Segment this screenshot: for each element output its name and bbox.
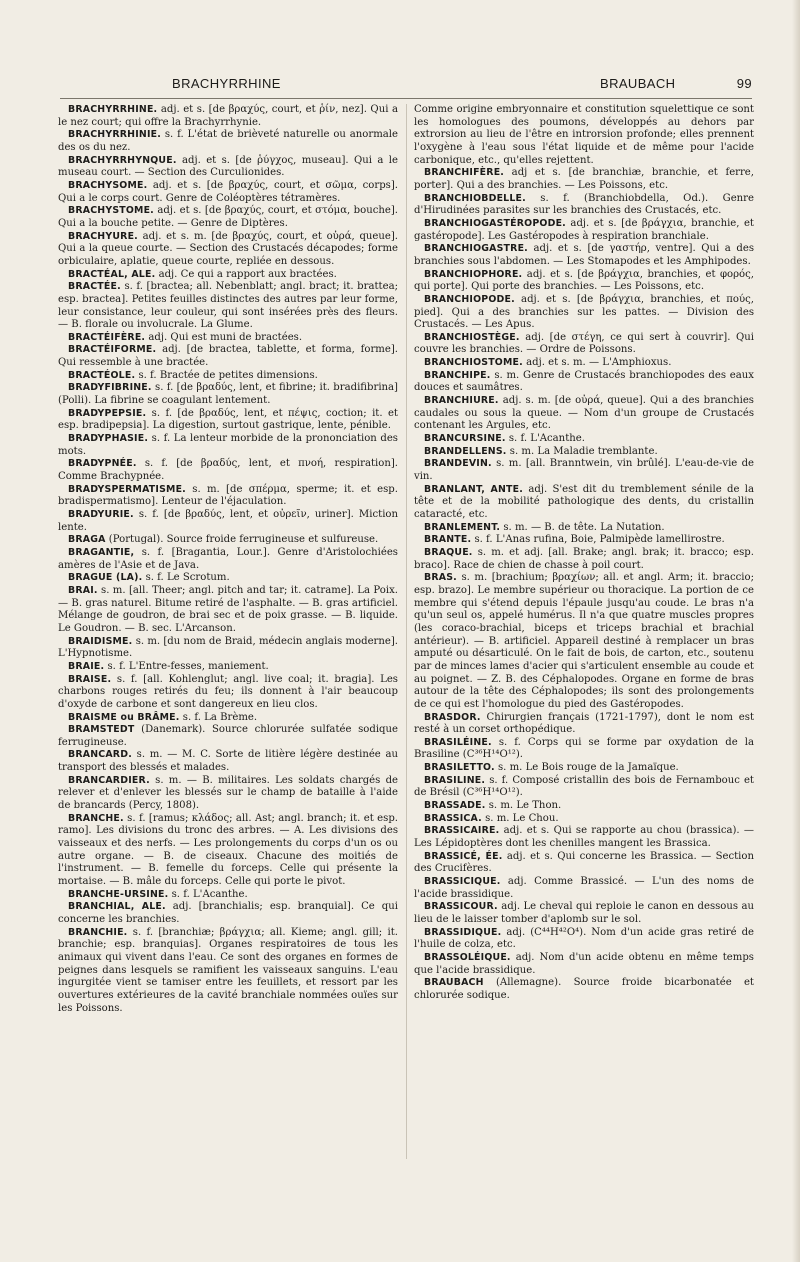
dictionary-entry xyxy=(58,749,398,774)
entry-headword: BRASSADE. xyxy=(424,800,486,812)
entry-headword: BRANCURSINE. xyxy=(424,433,506,445)
entry-definition: adj. et s. [de βραχύς, court, et στόμα, bouche]. Qui a la bouche petite. — Genre de Diptères. xyxy=(58,205,398,229)
dictionary-entry xyxy=(414,433,754,446)
dictionary-entry xyxy=(414,737,754,762)
entry-headword: BRANCHE-URSINE. xyxy=(68,888,169,900)
entry-definition: s. f. La Brème. xyxy=(182,711,258,723)
dictionary-entry xyxy=(414,876,754,901)
dictionary-entry xyxy=(414,104,754,167)
dictionary-entry xyxy=(414,218,754,243)
entry-definition: adj. Ce qui a rapport aux bractées. xyxy=(158,268,337,280)
dictionary-entry xyxy=(58,129,398,154)
entry-headword: BRANCARD. xyxy=(68,749,132,761)
entry-definition: adj. S'est dit du tremblement sénile de la tête et de la mobilité pathologique des dents, du cristallin cataracté, etc. xyxy=(414,483,754,520)
entry-headword: BRANCHIOPHORE. xyxy=(424,268,523,280)
entry-definition: s. m. Le Thon. xyxy=(488,800,562,812)
header-rule xyxy=(60,98,752,99)
entry-definition: adj. et s. Qui concerne les Brassica. — Section des Crucifères. xyxy=(414,850,754,875)
dictionary-entry xyxy=(58,205,398,230)
right-column xyxy=(414,104,754,1003)
entry-definition: s. m. et adj. [all. Brake; angl. brak; it. bracco; esp. braco]. Race de chien de chasse à poil court. xyxy=(414,546,754,571)
dictionary-entry xyxy=(58,458,398,483)
dictionary-entry xyxy=(414,243,754,268)
dictionary-entry xyxy=(58,104,398,129)
entry-headword: BRACTÉOLE. xyxy=(68,369,136,381)
dictionary-entry xyxy=(58,484,398,509)
entry-definition: s. f. [all. Kohlenglut; angl. live coal; it. bragia]. Les charbons rouges retirés du feu; ils donnent à l'air beaucoup d'oxyde de carbone et sont dangereux en lieu clos. xyxy=(58,673,398,710)
entry-headword: BRAIE. xyxy=(68,660,105,672)
dictionary-entry xyxy=(414,269,754,294)
entry-definition: adj. [de στέγη, ce qui sert à couvrir]. Qui couvre les branchies. — Ordre de Poissons. xyxy=(414,331,754,356)
entry-headword: BRAGUE (LA). xyxy=(68,572,143,584)
dictionary-entry xyxy=(414,370,754,395)
entry-definition: adj. [branchialis; esp. branquial]. Ce qui concerne les branchies. xyxy=(58,901,398,925)
entry-headword: BRASSOLÉIQUE. xyxy=(424,951,511,963)
entry-definition: adj. et s. m. [de βραχύς, court, et οὐρά, queue]. Qui a la queue courte. — Section des Crustacés décapodes; forme orbiculaire, aplatie, queue courte, repliée en dessous. xyxy=(58,230,399,267)
dictionary-entry xyxy=(414,762,754,775)
dictionary-entry xyxy=(58,889,398,902)
entry-headword: BRANTE. xyxy=(424,534,472,546)
running-head-left: BRACHYRRHINE xyxy=(172,76,281,91)
entry-definition: adj. et s. [de βραχύς, court, et σῶμα, corps]. Qui a le corps court. Genre de Coléoptères tétramères. xyxy=(58,179,398,204)
dictionary-entry xyxy=(414,952,754,977)
dictionary-entry xyxy=(414,167,754,192)
dictionary-entry xyxy=(58,180,398,205)
entry-definition: adj. [de bractea, tablette, et forma, forme]. Qui ressemble à une bractée. xyxy=(58,344,399,369)
entry-definition: s. f. Composé cristallin des bois de Fernambouc et de Brésil (C³⁶H¹⁴O¹²). xyxy=(414,774,754,799)
entry-headword: BRAIDISME. xyxy=(68,635,133,647)
dictionary-entry xyxy=(414,927,754,952)
entry-headword: BRANDEVIN. xyxy=(424,458,492,470)
entry-definition: s. f. L'Acanthe. xyxy=(508,433,585,445)
entry-definition: adj. (C⁴⁴H⁴²O⁴). Nom d'un acide gras retiré de l'huile de colza, etc. xyxy=(414,926,754,951)
entry-definition: s. f. L'état de brièveté naturelle ou anormale des os du nez. xyxy=(58,129,398,153)
entry-headword: BRADYPHASIE. xyxy=(68,433,149,445)
entry-definition: (Portugal). Source froide ferrugineuse et sulfureuse. xyxy=(108,534,379,546)
entry-headword: BRANCHIOPODE. xyxy=(424,293,515,305)
entry-headword: BRADYURIE. xyxy=(68,509,134,520)
entry-headword: BRANCHE. xyxy=(68,812,124,824)
dictionary-entry xyxy=(58,370,398,383)
entry-definition: adj. et s. [de βράγχια, branchie, et gastéropode]. Les Gastéropodes à respiration branchiale. xyxy=(414,217,754,242)
entry-definition: adj. et s. m. — L'Amphioxus. xyxy=(526,357,672,369)
dictionary-entry xyxy=(58,231,398,269)
entry-headword: BRANCHIE. xyxy=(68,926,128,938)
entry-headword: BRANCHIOSTOME. xyxy=(424,357,523,369)
dictionary-entry xyxy=(58,269,398,282)
running-head-right: BRAUBACH xyxy=(600,76,676,91)
entry-definition: s. m. Le Bois rouge de la Jamaïque. xyxy=(498,762,679,774)
dictionary-entry xyxy=(414,484,754,522)
dictionary-entry xyxy=(58,901,398,926)
dictionary-entry xyxy=(414,458,754,483)
entry-headword: BRANCHIAL, ALE. xyxy=(68,901,166,913)
entry-definition: s. f. [de βραδύς, lent, et fibrine; it. bradifibrina] (Polli). La fibrine se coagulant lentement. xyxy=(58,382,398,407)
entry-definition: s. f. [de βραδύς, lent, et οὐρεῖν, uriner]. Miction lente. xyxy=(58,509,398,533)
entry-definition: s. f. [bractea; all. Nebenblatt; angl. bract; it. brattea; esp. bractea]. Petites feuilles distinctes des autres par leur forme, leur consistance, leur couleur, qui sont insérées près des fleurs. — B. florale ou involucrale. La Glume. xyxy=(58,281,398,331)
entry-definition: s. f. [de βραδύς, lent, et πνοή, respiration]. Comme Brachypnée. xyxy=(58,458,398,483)
entry-definition: adj. Le cheval qui reploie le canon en dessous au lieu de le laisser tomber d'aplomb sur le sol. xyxy=(414,901,754,925)
dictionary-entry xyxy=(58,408,398,433)
dictionary-entry xyxy=(58,724,398,749)
entry-definition: s. f. L'Anas rufina, Boie, Palmipède lamellirostre. xyxy=(474,534,725,546)
entry-definition: s. m. Genre de Crustacés branchiopodes des eaux douces et saumâtres. xyxy=(414,369,754,394)
dictionary-entry xyxy=(58,572,398,585)
dictionary-entry xyxy=(58,712,398,725)
entry-definition: adj. et s. [de ῥύγχος, museau]. Qui a le museau court. — Section des Curculionides. xyxy=(58,154,398,179)
entry-headword: BRACHYRRHINE. xyxy=(68,104,158,115)
entry-headword: BRASDOR. xyxy=(424,711,481,723)
entry-definition: s. f. [Bragantia, Lour.]. Genre d'Aristolochiées amères de l'Asie et de Java. xyxy=(58,546,398,571)
entry-headword: BRASILETTO. xyxy=(424,762,495,774)
entry-definition: adj. et s. [de βραχύς, court, et ῥίν, nez]. Qui a le nez court; qui offre la Brachyrrhynie. xyxy=(58,104,398,128)
dictionary-entry xyxy=(414,901,754,926)
dictionary-entry xyxy=(414,800,754,813)
entry-definition: s. f. Corps qui se forme par oxydation de la Brasiline (C³⁶H¹⁴O¹²). xyxy=(414,736,754,761)
dictionary-entry xyxy=(414,395,754,433)
entry-definition: s. f. (Branchiobdella, Od.). Genre d'Hirudinées parasites sur les branchies des Crustacés, etc. xyxy=(414,192,754,217)
entry-headword: BRASSICAIRE. xyxy=(424,825,500,837)
entry-headword: BRAS. xyxy=(424,572,457,584)
entry-headword: BRAISE. xyxy=(68,673,112,685)
page-edge-shadow xyxy=(792,0,800,1262)
entry-headword: BRANCHIOGASTÉROPODE. xyxy=(424,217,566,229)
entry-headword: BRANLEMENT. xyxy=(424,521,501,533)
entry-definition: s. m. [all. Theer; angl. pitch and tar; it. catrame]. La Poix. — B. gras naturel. Bitume retiré de l'asphalte. — B. gras artificiel. Mélange de goudron, de brai sec et de poix grasse. — B. liquide. Le Goudron. — B. sec. L'Arcanson. xyxy=(58,584,398,634)
entry-definition: (Allemagne). Source froide bicarbonatée et chlorurée sodique. xyxy=(414,977,754,1001)
entry-definition: (Danemark). Source chlorurée sulfatée sodique ferrugineuse. xyxy=(58,724,398,748)
dictionary-entry xyxy=(58,332,398,345)
entry-headword: BRADYSPERMATISME. xyxy=(68,483,186,495)
entry-definition: s. f. L'Entre-fesses, maniement. xyxy=(107,660,269,672)
entry-definition: s. f. [branchiæ; βράγχια; all. Kieme; angl. gill; it. branchie; esp. branquias]. Organes respiratoires de tous les animaux qui vivent dans l'eau. Ce sont des organes en formes de peignes dans lesquels se ramifient les vaisseaux sanguins. L'eau ingurgitée vient se tamiser entre les feuillets, et ressort par les ouvertures extérieures de la cavité branchiale nommées ouïes sur les Poissons. xyxy=(58,926,398,1014)
dictionary-entry xyxy=(414,294,754,332)
entry-definition: adj et s. [de branchiæ, branchie, et ferre, porter]. Qui a des branchies. — Les Poissons, etc. xyxy=(414,167,754,191)
dictionary-entry xyxy=(58,585,398,636)
dictionary-entry xyxy=(58,775,398,813)
entry-headword: BRACHYRRHYNQUE. xyxy=(68,154,177,166)
entry-definition: s. m. [all. Branntwein, vin brûlé]. L'eau-de-vie de vin. xyxy=(414,458,755,483)
entry-headword: BRAUBACH xyxy=(424,977,484,989)
entry-headword: BRASSIDIQUE. xyxy=(424,926,502,938)
entry-headword: BRANCHIOSTÈGE. xyxy=(424,331,520,343)
entry-headword: BRANCHIOGASTRE. xyxy=(424,243,528,255)
dictionary-entry xyxy=(58,382,398,407)
entry-headword: BRAISME ou BRÂME. xyxy=(68,711,180,723)
dictionary-entry xyxy=(414,193,754,218)
entry-headword: BRANCHIFÈRE. xyxy=(424,167,505,179)
entry-headword: BRASSICA. xyxy=(424,812,482,824)
entry-definition: adj. Nom d'un acide obtenu en même temps que l'acide brassidique. xyxy=(414,951,754,976)
entry-headword: BRANLANT, ANTE. xyxy=(424,483,524,495)
entry-definition: s. m. [brachium; βραχίων; all. et angl. Arm; it. braccio; esp. brazo]. Le membre supérieur ou thoracique. La portion de ce membre qui s'étend depuis l'épaule jusqu'au coude. Le bras n'a qu'un seul os, appelé humérus. Il n'a que quatre muscles propres (les coraco-brachial, biceps et triceps brachial et brachial antérieur). — B. artificiel. Appareil destiné à remplacer un bras amputé ou désarticulé. On le fait de bois, de carton, etc., soutenu par de minces lames d'acier qui s'articulent ensemble au coude et au poignet. — Z. B. des Céphalopodes. Organe en forme de bras autour de la tête des Céphalopodes; ils sont des prolongements de ce qui est l'homologue du pied des Gastéropodes. xyxy=(414,572,754,710)
entry-definition: adj. s. m. [de οὐρά, queue]. Qui a des branchies caudales ou sous la queue. — Nom d'un groupe de Crustacés contenant les Argules, etc. xyxy=(414,395,754,432)
dictionary-entry xyxy=(414,332,754,357)
entry-definition: s. m. [du nom de Braid, médecin anglais moderne]. L'Hypnotisme. xyxy=(58,635,398,660)
dictionary-entry xyxy=(58,281,398,332)
entry-headword: BRAQUE. xyxy=(424,546,473,558)
entry-headword: BRACTÉIFORME. xyxy=(68,344,157,356)
entry-headword: BRASSICIQUE. xyxy=(424,876,501,888)
running-header xyxy=(60,76,752,98)
dictionary-entry xyxy=(414,534,754,547)
entry-definition: s. m. — M. C. Sorte de litière légère destinée au transport des blessés et malades. xyxy=(58,749,398,774)
entry-headword: BRACHYRRHINIE. xyxy=(68,129,162,141)
entry-definition: s. m. — B. de tête. La Nutation. xyxy=(503,521,665,533)
entry-headword: BRASILÉINE. xyxy=(424,736,492,748)
entry-definition: s. m. Le Chou. xyxy=(485,812,559,824)
entry-definition: Chirurgien français (1721-1797), dont le nom est resté à un corset orthopédique. xyxy=(414,711,754,736)
entry-definition: adj. Comme Brassicé. — L'un des noms de l'acide brassidique. xyxy=(414,876,754,900)
dictionary-entry xyxy=(414,813,754,826)
entry-headword: BRACHYSOME. xyxy=(68,179,148,191)
dictionary-entry xyxy=(58,344,398,369)
entry-headword: BRADYFIBRINE. xyxy=(68,382,152,394)
dictionary-entry xyxy=(58,534,398,547)
entry-headword: BRADYPEPSIE. xyxy=(68,407,147,419)
entry-definition: adj. et s. Qui se rapporte au chou (brassica). — Les Lépidoptères dont les chenilles mangent les Brassica. xyxy=(414,825,754,850)
dictionary-entry xyxy=(414,572,754,711)
entry-headword: BRACHYSTOME. xyxy=(68,205,154,217)
entry-headword: BRANCHIURE. xyxy=(424,395,499,407)
entry-headword: BRADYPNÉE. xyxy=(68,458,137,470)
dictionary-entry xyxy=(414,977,754,1002)
entry-headword: BRAGA xyxy=(68,534,106,546)
entry-definition: Comme origine embryonnaire et constitution squelettique ce sont les homologues des poumons, développés au dehors par extrorsion au lieu de l'être en introrsion profonde; elles prennent l'oxygène à l'eau sous l'état liquide et de même pour l'acide carbonique, etc., qu'elles rejettent. xyxy=(414,104,754,166)
entry-definition: adj. et s. [de βράγχια, branchies, et πούς, pied]. Qui a des branchies sur les pattes. — Division des Crustacés. — Les Apus. xyxy=(414,293,754,331)
entry-headword: BRANDELLENS. xyxy=(424,445,507,457)
dictionary-entry xyxy=(58,547,398,572)
entry-headword: BRASSICOUR. xyxy=(424,901,498,913)
dictionary-entry xyxy=(414,825,754,850)
entry-headword: BRACTÉIFÈRE. xyxy=(68,331,146,343)
dictionary-entry xyxy=(58,813,398,889)
dictionary-entry xyxy=(414,851,754,876)
page-number: 99 xyxy=(736,76,752,91)
dictionary-entry xyxy=(58,155,398,180)
dictionary-entry xyxy=(58,927,398,1016)
entry-definition: adj. et s. [de γαστήρ, ventre]. Qui a des branchies sous l'abdomen. — Les Stomapodes et les Amphipodes. xyxy=(414,243,754,267)
dictionary-entry xyxy=(414,522,754,535)
entry-definition: adj. et s. [de βράγχια, branchies, et φορός, qui porte]. Qui porte des branchies. — Les Poissons, etc. xyxy=(414,268,754,293)
entry-headword: BRANCHIPE. xyxy=(424,369,491,381)
left-column xyxy=(58,104,398,1015)
dictionary-entry xyxy=(58,674,398,712)
dictionary-entry xyxy=(414,775,754,800)
entry-definition: s. f. [ramus; κλάδος; all. Ast; angl. branch; it. et esp. ramo]. Les divisions du tronc des arbres. — A. Les divisions des vaisseaux et des nerfs. — Les prolongements du corps d'un os ou autre organe. — B. de ciseaux. Chacune des moitiés de l'instrument. — B. femelle du forceps. Celle qui présente la mortaise. — B. mâle du forceps. Celle qui porte le pivot. xyxy=(58,812,398,888)
entry-headword: BRACTÉE. xyxy=(68,281,121,293)
entry-definition: s. f. La lenteur morbide de la prononciation des mots. xyxy=(58,433,398,457)
entry-headword: BRAMSTEDT xyxy=(68,724,135,736)
dictionary-entry xyxy=(414,547,754,572)
entry-definition: s. f. [de βραδύς, lent, et πέψις, coction; it. et esp. bradipepsia]. La digestion, surtout gastrique, lente, pénible. xyxy=(58,407,398,432)
entry-headword: BRAGANTIE, xyxy=(68,546,135,558)
entry-definition: s. m. — B. militaires. Les soldats chargés de relever et d'enlever les blessés sur le champ de bataille à l'aide de brancards (Percy, 1808). xyxy=(58,774,399,812)
dictionary-entry xyxy=(414,712,754,737)
entry-headword: BRAI. xyxy=(68,584,98,596)
entry-definition: s. f. Le Scrotum. xyxy=(145,572,230,584)
entry-definition: s. m. La Maladie tremblante. xyxy=(509,445,658,457)
entry-headword: BRACHYURE. xyxy=(68,230,138,242)
dictionary-entry xyxy=(414,357,754,370)
dictionary-entry xyxy=(58,433,398,458)
dictionary-entry xyxy=(58,661,398,674)
dictionary-entry xyxy=(58,636,398,661)
entry-headword: BRANCHIOBDELLE. xyxy=(424,192,526,204)
entry-definition: s. m. [de σπέρμα, sperme; it. et esp. bradispermatismo]. Lenteur de l'éjaculation. xyxy=(58,483,398,508)
entry-headword: BRACTÉAL, ALE. xyxy=(68,268,156,280)
dictionary-entry xyxy=(58,509,398,534)
entry-headword: BRASILINE. xyxy=(424,774,486,786)
entry-headword: BRASSICÉ, ÉE. xyxy=(424,850,503,862)
entry-definition: s. f. Bractée de petites dimensions. xyxy=(138,369,318,381)
column-divider xyxy=(406,104,407,1159)
entry-headword: BRANCARDIER. xyxy=(68,774,150,786)
entry-definition: s. f. L'Acanthe. xyxy=(171,888,248,900)
entry-definition: adj. Qui est muni de bractées. xyxy=(148,331,303,343)
dictionary-entry xyxy=(414,446,754,459)
